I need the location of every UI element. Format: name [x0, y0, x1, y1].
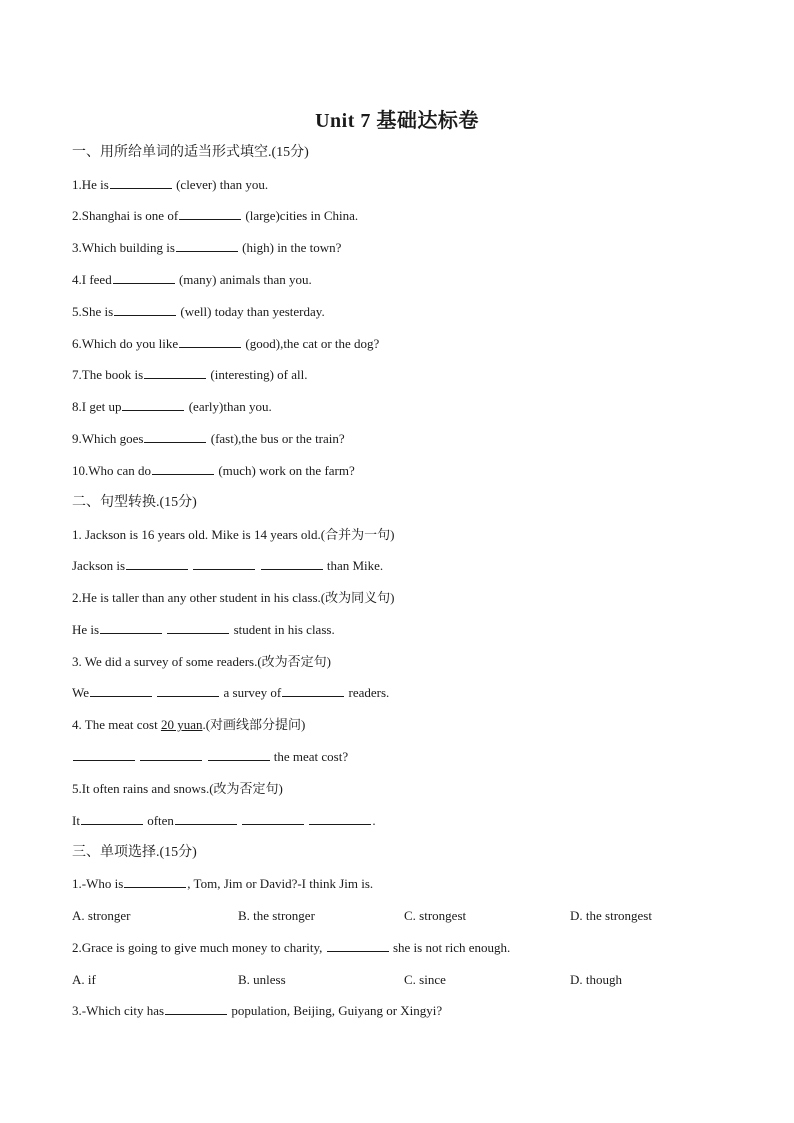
question-2-4: 4. The meat cost 20 yuan.(对画线部分提问): [72, 717, 306, 732]
answer-blank[interactable]: [124, 876, 186, 888]
question-3-2: 2.Grace is going to give much money to charity, she is not rich enough.: [72, 940, 511, 955]
answer-blank[interactable]: [113, 272, 175, 284]
question-2-2: 2.He is taller than any other student in his class.(改为同义句): [72, 590, 395, 605]
option-b[interactable]: B. unless: [238, 972, 286, 987]
answer-line-2-3: We a survey of readers.: [72, 685, 390, 700]
option-d[interactable]: D. the strongest: [570, 908, 652, 923]
question-2-5: 5.It often rains and snows.(改为否定句): [72, 781, 283, 796]
answer-blank[interactable]: [157, 685, 219, 697]
question-1-1: 1.He is (clever) than you.: [72, 177, 269, 192]
option-c[interactable]: C. since: [404, 972, 446, 987]
answer-blank[interactable]: [73, 749, 135, 761]
option-d[interactable]: D. though: [570, 972, 622, 987]
answer-blank[interactable]: [179, 336, 241, 348]
answer-blank[interactable]: [100, 622, 162, 634]
answer-blank[interactable]: [81, 813, 143, 825]
section-heading-3: 三、单项选择.(15分): [72, 845, 197, 860]
answer-blank[interactable]: [126, 558, 188, 570]
question-1-5: 5.She is (well) today than yesterday.: [72, 304, 325, 319]
underlined-phrase: 20 yuan: [160, 717, 203, 732]
question-1-4: 4.I feed (many) animals than you.: [72, 272, 312, 287]
answer-blank[interactable]: [179, 208, 241, 220]
question-1-10: 10.Who can do (much) work on the farm?: [72, 463, 355, 478]
option-a[interactable]: A. if: [72, 972, 96, 987]
page-title: Unit 7 基础达标卷: [315, 110, 479, 132]
question-3-3: 3.-Which city has population, Beijing, Guiyang or Xingyi?: [72, 1003, 443, 1018]
question-3-1: 1.-Who is , Tom, Jim or David?-I think Jim is.: [72, 876, 374, 891]
question-1-2: 2.Shanghai is one of (large)cities in China.: [72, 208, 359, 223]
answer-blank[interactable]: [193, 558, 255, 570]
option-a[interactable]: A. stronger: [72, 908, 131, 923]
answer-blank[interactable]: [208, 749, 270, 761]
answer-line-2-2: He is student in his class.: [72, 622, 335, 637]
question-1-9: 9.Which goes (fast),the bus or the train?: [72, 431, 345, 446]
question-1-7: 7.The book is (interesting) of all.: [72, 367, 308, 382]
option-c[interactable]: C. strongest: [404, 908, 467, 923]
option-b[interactable]: B. the stronger: [238, 908, 315, 923]
question-2-3: 3. We did a survey of some readers.(改为否定句): [72, 654, 332, 669]
answer-blank[interactable]: [175, 813, 237, 825]
answer-blank[interactable]: [144, 367, 206, 379]
answer-line-2-5: It often .: [72, 813, 376, 828]
section-heading-1: 一、用所给单词的适当形式填空.(15分): [72, 145, 309, 160]
answer-blank[interactable]: [144, 431, 206, 443]
answer-blank[interactable]: [152, 463, 214, 475]
section-heading-2: 二、句型转换.(15分): [72, 495, 197, 510]
answer-blank[interactable]: [140, 749, 202, 761]
answer-blank[interactable]: [309, 813, 371, 825]
answer-blank[interactable]: [114, 304, 176, 316]
answer-blank[interactable]: [282, 685, 344, 697]
answer-line-2-1: Jackson is than Mike.: [72, 558, 384, 573]
question-1-3: 3.Which building is (high) in the town?: [72, 240, 342, 255]
answer-blank[interactable]: [242, 813, 304, 825]
answer-blank[interactable]: [122, 399, 184, 411]
answer-blank[interactable]: [90, 685, 152, 697]
answer-blank[interactable]: [110, 177, 172, 189]
answer-blank[interactable]: [261, 558, 323, 570]
question-1-8: 8.I get up (early)than you.: [72, 399, 272, 414]
answer-blank[interactable]: [165, 1003, 227, 1015]
answer-line-2-4: the meat cost?: [72, 749, 348, 765]
answer-blank[interactable]: [167, 622, 229, 634]
answer-blank[interactable]: [176, 240, 238, 252]
question-1-6: 6.Which do you like (good),the cat or the dog?: [72, 336, 380, 351]
answer-blank[interactable]: [327, 940, 389, 952]
question-2-1: 1. Jackson is 16 years old. Mike is 14 years old.(合并为一句): [72, 527, 395, 542]
